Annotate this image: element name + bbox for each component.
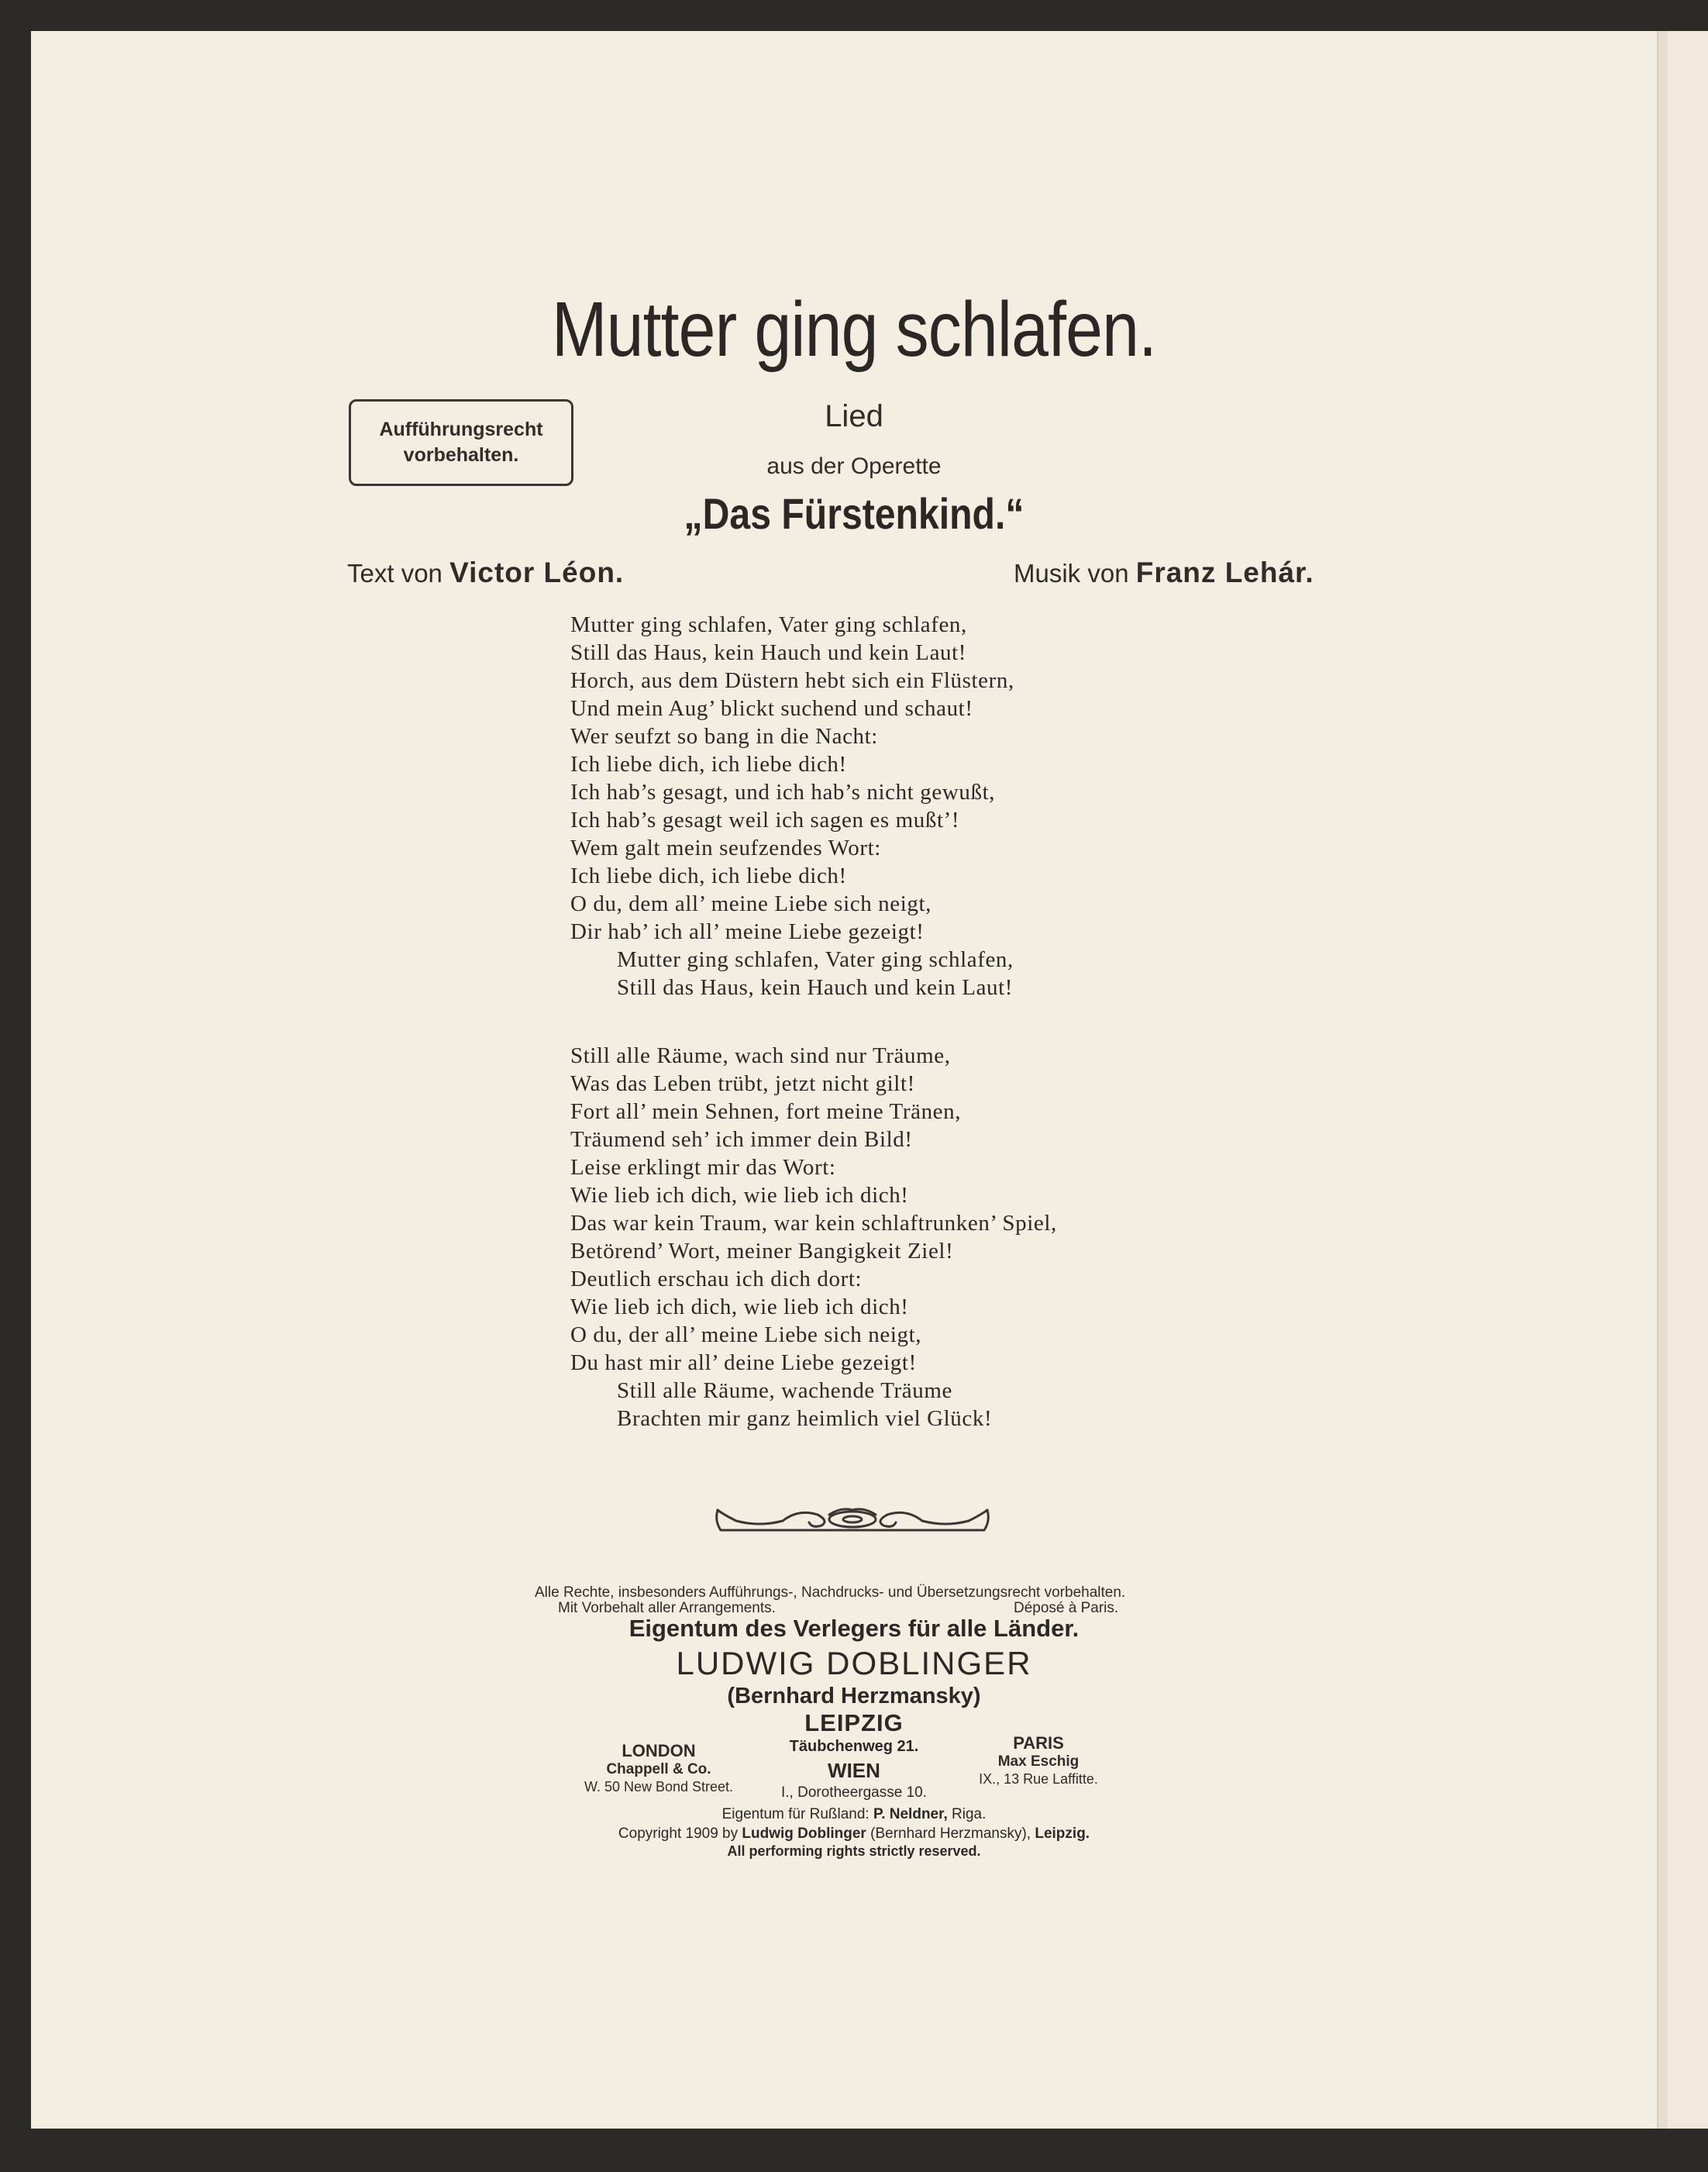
verse-2-line: O du, der all’ meine Liebe sich neigt, <box>570 1322 922 1347</box>
copyright-name: Ludwig Doblinger <box>742 1826 866 1842</box>
performing-rights: All performing rights strictly reserved. <box>727 1843 981 1859</box>
rights-notice: Alle Rechte, insbesonders Aufführungs-, Nachdrucks- und Übersetzungsrecht vorbehalten. <box>535 1584 1126 1601</box>
operetta-intro: aus der Operette <box>766 453 942 479</box>
verse-2-line: Das war kein Traum, war kein schlaftrunken’ Spiel, <box>570 1211 1057 1236</box>
verse-2-line: Deutlich erschau ich dich dort: <box>570 1267 863 1291</box>
verse-2-refrain-line: Brachten mir ganz heimlich viel Glück! <box>617 1406 993 1431</box>
copyright-prefix: Copyright 1909 by <box>618 1826 739 1842</box>
composer-label: Musik von <box>1014 559 1129 588</box>
property-notice: Eigentum des Verlegers für alle Länder. <box>628 1615 1080 1642</box>
russia-city: Riga. <box>952 1806 987 1822</box>
verse-1-line: O du, dem all’ meine Liebe sich neigt, <box>570 891 931 916</box>
composer-name: Franz Lehár. <box>1135 557 1314 588</box>
composer-credit <box>1014 557 1314 589</box>
verse-2-line: Fort all’ mein Sehnen, fort meine Tränen, <box>570 1099 962 1124</box>
song-title: Mutter ging schlafen. <box>551 286 1157 373</box>
russia-notice <box>0 1806 1708 1823</box>
verse-1-refrain-line: Mutter ging schlafen, Vater ging schlafen, <box>617 947 1014 972</box>
verse-1-line: Ich hab’s gesagt weil ich sagen es mußt’! <box>570 808 960 833</box>
stamp-line-2: vorbehalten. <box>403 444 519 466</box>
russia-agent: P. Neldner, <box>873 1806 948 1822</box>
london-address: W. 50 New Bond Street. <box>584 1779 734 1794</box>
paris-agent: Max Eschig <box>997 1753 1080 1770</box>
verse-2-line: Wie lieb ich dich, wie lieb ich dich! <box>570 1295 909 1319</box>
verse-2-line: Betörend’ Wort, meiner Bangigkeit Ziel! <box>570 1239 954 1264</box>
verse-1-line: Dir hab’ ich all’ meine Liebe gezeigt! <box>570 919 925 944</box>
lyricist-name: Victor Léon. <box>449 557 625 588</box>
arrangements-notice: Mit Vorbehalt aller Arrangements. <box>558 1600 776 1616</box>
ornament-divider-icon <box>713 1504 992 1539</box>
copyright-city: Leipzig. <box>1035 1826 1090 1842</box>
verse-2-line: Träumend seh’ ich immer dein Bild! <box>570 1127 913 1152</box>
lyricist-credit <box>347 557 624 589</box>
london-city: LONDON <box>622 1741 696 1760</box>
wien-city: WIEN <box>828 1759 880 1782</box>
verse-2-line: Du hast mir all’ deine Liebe gezeigt! <box>570 1350 917 1375</box>
verse-1-line: Ich hab’s gesagt, und ich hab’s nicht gewußt, <box>570 780 996 805</box>
paris-address: IX., 13 Rue Laffitte. <box>979 1771 1098 1787</box>
song-subtitle: Lied <box>825 399 883 433</box>
verse-2-line: Wie lieb ich dich, wie lieb ich dich! <box>570 1183 909 1208</box>
verse-1-line: Ich liebe dich, ich liebe dich! <box>570 752 847 777</box>
verse-2-line: Was das Leben trübt, jetzt nicht gilt! <box>570 1071 915 1096</box>
verse-1-line: Horch, aus dem Düstern hebt sich ein Flüstern, <box>570 668 1014 693</box>
wien-address: I., Dorotheergasse 10. <box>781 1784 927 1801</box>
leipzig-address: Täubchenweg 21. <box>789 1738 919 1755</box>
verse-2-line: Leise erklingt mir das Wort: <box>570 1155 836 1180</box>
operetta-title: „Das Fürstenkind.“ <box>684 489 1024 538</box>
leipzig-city: LEIPZIG <box>804 1709 904 1736</box>
copyright-paren: (Bernhard Herzmansky), <box>870 1826 1031 1842</box>
verse-2-refrain-line: Still alle Räume, wachende Träume <box>617 1378 952 1403</box>
verse-1-line: Still das Haus, kein Hauch und kein Laut! <box>570 640 967 665</box>
verse-1-line: Mutter ging schlafen, Vater ging schlafen, <box>570 612 967 637</box>
performance-rights-stamp <box>349 399 573 486</box>
verse-1-line: Wem galt mein seufzendes Wort: <box>570 836 881 860</box>
london-agent: Chappell & Co. <box>606 1761 711 1777</box>
lyricist-label: Text von <box>347 559 442 588</box>
russia-label: Eigentum für Rußland: <box>721 1806 869 1822</box>
verse-1-line: Ich liebe dich, ich liebe dich! <box>570 864 847 888</box>
verse-1-refrain-line: Still das Haus, kein Hauch und kein Laut! <box>617 975 1014 1000</box>
publisher-subname: (Bernhard Herzmansky) <box>727 1684 981 1708</box>
verse-1-line: Wer seufzt so bang in die Nacht: <box>570 724 878 749</box>
copyright-notice <box>0 1826 1708 1843</box>
stamp-line-1: Aufführungsrecht <box>379 419 543 440</box>
verse-2-line: Still alle Räume, wach sind nur Träume, <box>570 1043 951 1068</box>
depose-notice: Déposé à Paris. <box>1014 1600 1119 1616</box>
paris-city: PARIS <box>1013 1733 1064 1753</box>
verse-1-line: Und mein Aug’ blickt suchend und schaut! <box>570 696 973 721</box>
publisher-name: LUDWIG DOBLINGER <box>676 1645 1032 1681</box>
